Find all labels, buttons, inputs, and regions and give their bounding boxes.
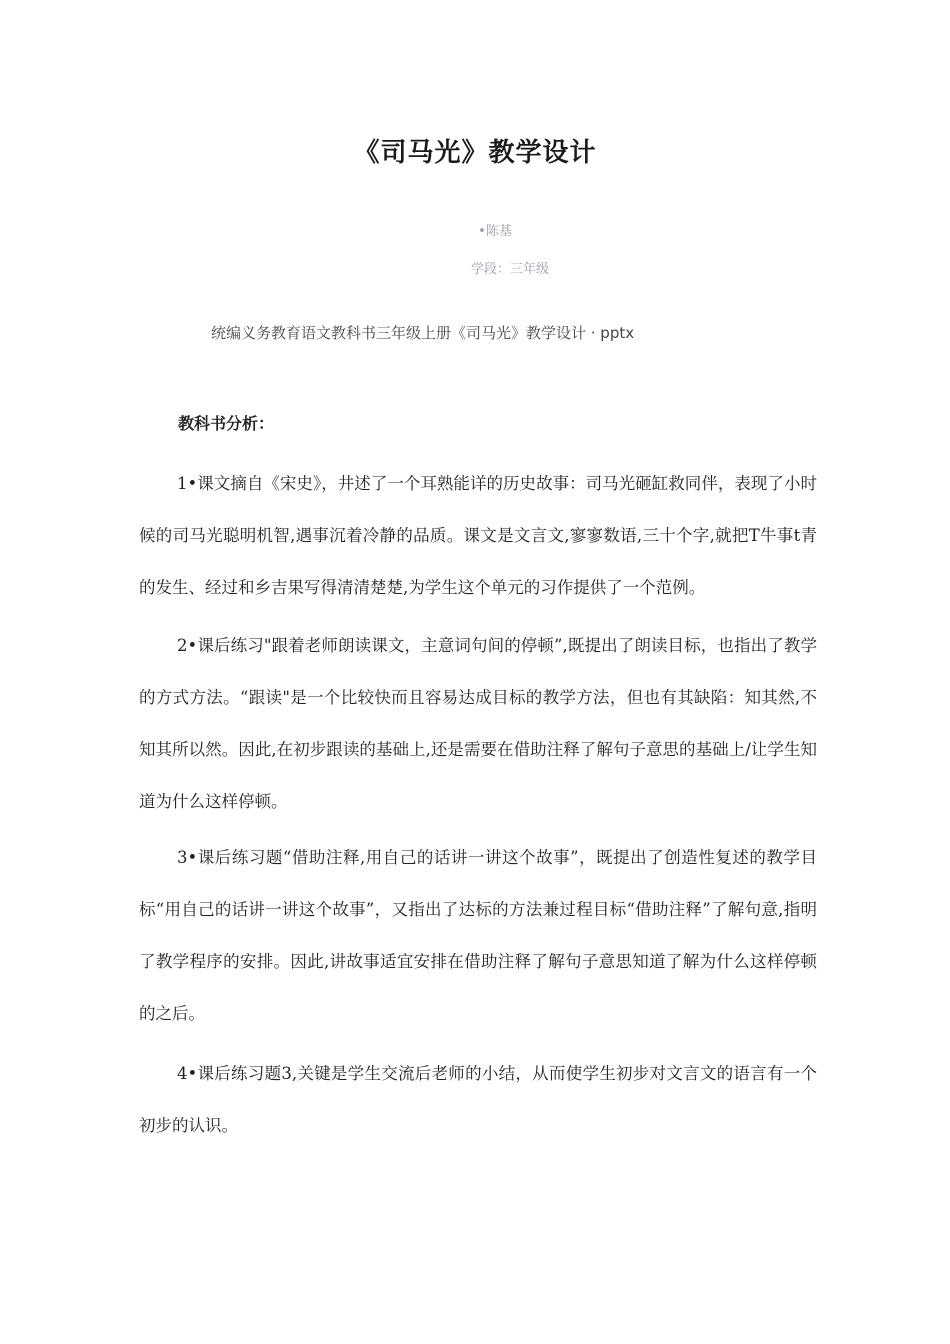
paragraph-4: 4•课后练习题3,关键是学生交流后老师的小结，从而使学生初步对文言文的语言有一个初步的认识。 bbox=[139, 1064, 817, 1135]
section-heading: 教科书分析： bbox=[178, 414, 275, 433]
document-subtitle: 统编义务教育语文教科书三年级上册《司马光》教学设计 · pptx bbox=[211, 324, 635, 342]
paragraph-2: 2•课后练习"跟着老师朗读课文，主意词句间的停顿”,既提出了朗读目标，也指出了教学的方式方法。“跟读"是一个比较快而且容易达成目标的教学方法，但也有其缺陷：知其然,不知其所以然。因此,在初步跟读的基础上,还是需要在借助注释了解句子意思的基础上/让学生知道为什么这样停顿。 bbox=[139, 636, 817, 811]
grade-line: 学段：三年级 bbox=[470, 262, 549, 277]
document-title: 《司马光》教学设计 bbox=[353, 138, 597, 168]
paragraph-1: 1•课文摘自《宋史》，井述了一个耳熟能详的历史故事：司马光砸缸救同伴，表现了小时候的司马光聪明机智,遇事沉着冷静的品质。课文是文言文,寥寥数语,三十个字,就把T牛事t青的发生、经过和乡吉果写得清清楚楚,为学生这个单元的习作提供了一个范例。 bbox=[139, 474, 817, 597]
author-line: •陈基 bbox=[478, 224, 512, 239]
paragraph-3: 3•课后练习题“借助注释,用自己的话讲一讲这个故事”，既提出了创造性复述的教学目标“用自己的话讲一讲这个故事”，又指出了达标的方法兼过程目标“借助注释”了解句意,指明了教学程序的安排。因此,讲故事适宜安排在借助注释了解句子意思知道了解为什么这样停顿的之后。 bbox=[139, 848, 817, 1023]
